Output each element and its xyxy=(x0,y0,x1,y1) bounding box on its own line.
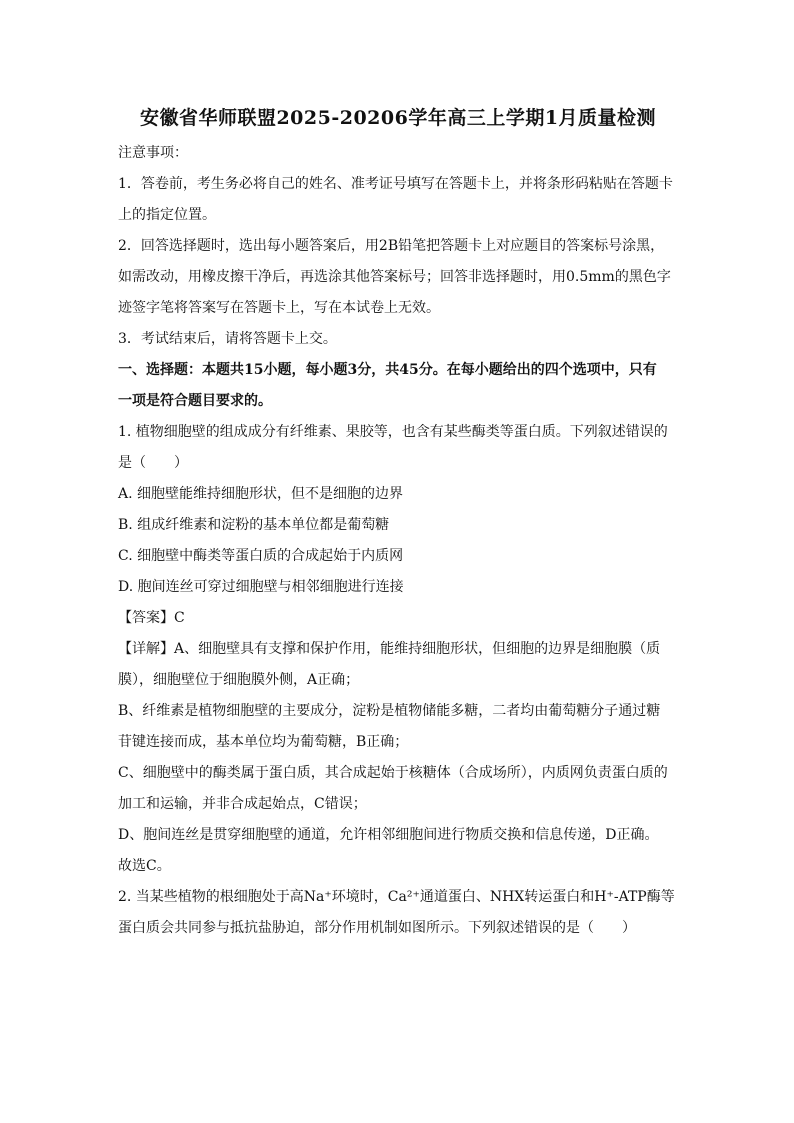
analysis-line: 【详解】A、细胞壁具有支撑和保护作用，能维持细胞形状，但细胞的边界是细胞膜（质 xyxy=(118,641,661,657)
option-a: A. 细胞壁能维持细胞形状，但不是细胞的边界 xyxy=(118,486,404,502)
answer-line: 【答案】C xyxy=(118,610,185,626)
question-2 xyxy=(118,882,678,944)
document-title: 安徽省华师联盟2025-20206学年高三上学期1月质量检测 xyxy=(139,107,657,129)
question-stem-line: 是（ ） xyxy=(118,455,188,471)
question-stem-line: 蛋白质会共同参与抵抗盐胁迫，部分作用机制如图所示。下列叙述错误的是（ ） xyxy=(118,920,636,936)
notice-line: 2．回答选择题时，选出每小题答案后，用2B铅笔把答题卡上对应题目的答案标号涂黑， xyxy=(118,238,665,254)
notice-line: 3．考试结束后，请将答题卡上交。 xyxy=(118,331,337,347)
question-1 xyxy=(118,417,678,882)
notice-section xyxy=(118,138,678,355)
analysis-line: D、胞间连丝是贯穿细胞壁的通道，允许相邻细胞间进行物质交换和信息传递，D正确。 xyxy=(118,827,659,843)
notice-line: 上的指定位置。 xyxy=(118,207,216,223)
notice-line: 1．答卷前，考生务必将自己的姓名、准考证号填写在答题卡上，并将条形码粘贴在答题卡 xyxy=(118,176,673,192)
analysis-line: B、纤维素是植物细胞壁的主要成分，淀粉是植物储能多糖，二者均由葡萄糖分子通过糖 xyxy=(118,703,661,719)
notice-line: 如需改动，用橡皮擦干净后，再选涂其他答案标号；回答非选择题时，用0.5mm的黑色字 xyxy=(118,269,671,285)
notice-line: 迹签字笔将答案写在答题卡上，写在本试卷上无效。 xyxy=(118,300,440,316)
option-b: B. 组成纤维素和淀粉的基本单位都是葡萄糖 xyxy=(118,517,390,533)
section-heading xyxy=(118,355,678,417)
notice-heading: 注意事项： xyxy=(118,145,188,161)
analysis-line: 苷键连接而成，基本单位均为葡萄糖，B正确； xyxy=(118,734,409,750)
document-page xyxy=(118,96,678,944)
option-d: D. 胞间连丝可穿过细胞壁与相邻细胞进行连接 xyxy=(118,579,404,595)
section-heading-line: 一、选择题：本题共15小题，每小题3分，共45分。在每小题给出的四个选项中，只有 xyxy=(118,362,657,378)
analysis-line: 膜），细胞壁位于细胞膜外侧，A正确； xyxy=(118,672,360,688)
section-heading-line: 一项是符合题目要求的。 xyxy=(118,393,272,409)
analysis-line: 故选C。 xyxy=(118,858,171,874)
question-stem-line: 2. 当某些植物的根细胞处于高Na⁺环境时，Ca²⁺通道蛋白、NHX转运蛋白和H⁺-ATP酶等 xyxy=(118,889,675,905)
analysis-line: 加工和运输，并非合成起始点，C错误； xyxy=(118,796,367,812)
analysis-line: C、细胞壁中的酶类属于蛋白质，其合成起始于核糖体（合成场所），内质网负责蛋白质的 xyxy=(118,765,668,781)
question-stem-line: 1. 植物细胞壁的组成成分有纤维素、果胶等，也含有某些酶类等蛋白质。下列叙述错误的 xyxy=(118,424,668,440)
option-c: C. 细胞壁中酶类等蛋白质的合成起始于内质网 xyxy=(118,548,404,564)
